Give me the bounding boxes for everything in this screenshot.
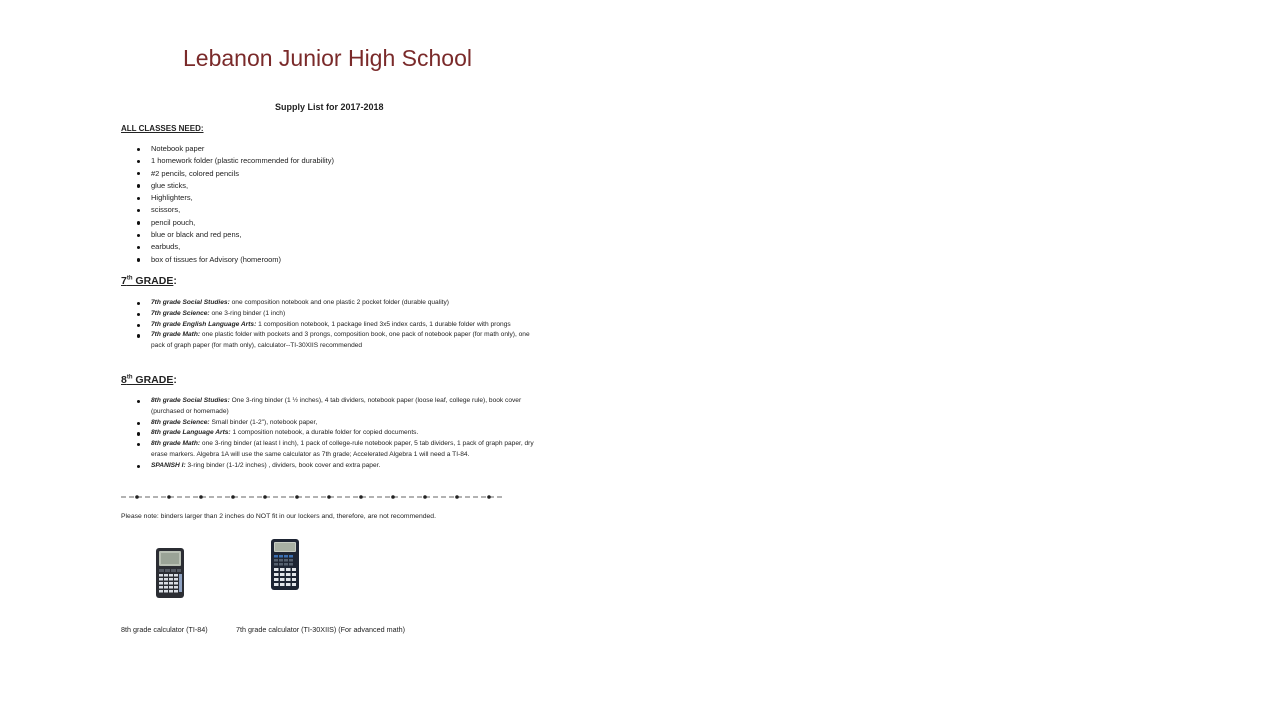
subject-label: 7th grade Science:	[151, 309, 210, 317]
subject-label: 7th grade English Language Arts:	[151, 320, 257, 328]
dotted-divider	[121, 492, 503, 502]
subject-text: one plastic folder with pockets and 3 prongs, composition book, one pack of notebook paper (for math only), one pack of graph paper (for math only), calculator--TI-30XIIS recommended	[151, 331, 530, 350]
list-item: blue or black and red pens,	[136, 229, 536, 241]
supply-list-title: Supply List for 2017-2018	[275, 102, 384, 112]
grade7-number: 7	[121, 275, 127, 287]
calc8-caption: 8th grade calculator (TI-84)	[121, 625, 208, 634]
grade8-suffix: th	[126, 374, 133, 381]
list-item: #2 pencils, colored pencils	[136, 168, 536, 180]
subject-text: 1 composition notebook, a durable folder for copied documents.	[230, 429, 419, 437]
subject-label: SPANISH I:	[151, 461, 186, 469]
grade7-colon: :	[173, 275, 177, 287]
binder-note: Please note: binders larger than 2 inches do NOT fit in our lockers and, therefore, are not recommended.	[121, 513, 436, 520]
list-item	[136, 396, 536, 418]
subject-label: 7th grade Math:	[151, 331, 201, 339]
list-item	[136, 418, 536, 429]
subject-text: One 3-ring binder (1 ½ inches), 4 tab dividers, notebook paper (loose leaf, college rule), book cover (purchased or homemade)	[151, 397, 522, 415]
all-classes-list	[136, 143, 536, 266]
grade8-heading	[121, 374, 177, 386]
all-classes-label: ALL CLASSES NEED:	[121, 124, 204, 133]
subject-label: 8th grade Science:	[151, 418, 210, 426]
scientific-calculator-icon	[270, 538, 300, 591]
list-item: glue sticks,	[136, 180, 536, 192]
grade8-number: 8	[121, 374, 127, 386]
list-item: box of tissues for Advisory (homeroom)	[136, 254, 536, 266]
list-item: earbuds,	[136, 241, 536, 253]
grade8-colon: :	[173, 374, 177, 386]
subject-text: one 3-ring binder (1 inch)	[209, 309, 286, 317]
list-item	[136, 298, 536, 309]
list-item	[136, 309, 536, 320]
subject-text: one composition notebook and one plastic 2 pocket folder (durable quality)	[229, 299, 449, 306]
list-item: 1 homework folder (plastic recommended for durability)	[136, 155, 536, 167]
calc7-caption: 7th grade calculator (TI-30XIIS) (For advanced math)	[236, 625, 405, 634]
subject-text: Small binder (1-2"), notebook paper,	[209, 418, 318, 426]
grade7-label: GRADE	[132, 275, 174, 287]
subject-text: 3-ring binder (1-1/2 inches) , dividers, book cover and extra paper.	[185, 461, 381, 469]
list-item	[136, 320, 536, 331]
subject-label: 8th grade Language Arts:	[151, 429, 231, 437]
list-item: pencil pouch,	[136, 217, 536, 229]
subject-text: 1 composition notebook, 1 package lined 3x5 index cards, 1 durable folder with prongs	[256, 320, 511, 328]
grade7-suffix: th	[126, 275, 133, 282]
grade8-list	[136, 396, 536, 472]
subject-label: 8th grade Social Studies:	[151, 397, 230, 404]
list-item: scissors,	[136, 204, 536, 216]
list-item: Notebook paper	[136, 143, 536, 155]
subject-label: 8th grade Math:	[151, 440, 201, 448]
graphing-calculator-icon	[155, 547, 185, 599]
list-item	[136, 439, 536, 461]
list-item	[136, 428, 536, 439]
subject-text: one 3-ring binder (at least I inch), 1 pack of college-rule notebook paper, 5 tab dividers, 1 pack of graph paper, dry erase markers. Algebra 1A will use the same calculator as 7th grade; Accelerated Algebra 1 will need a TI-84.	[151, 440, 534, 458]
school-title: Lebanon Junior High School	[183, 45, 472, 71]
grade8-label: GRADE	[132, 374, 174, 386]
grade7-heading	[121, 275, 177, 287]
list-item	[136, 461, 536, 472]
grade7-list	[136, 298, 536, 352]
list-item: Highlighters,	[136, 192, 536, 204]
subject-label: 7th grade Social Studies:	[151, 299, 230, 306]
list-item	[136, 330, 536, 352]
